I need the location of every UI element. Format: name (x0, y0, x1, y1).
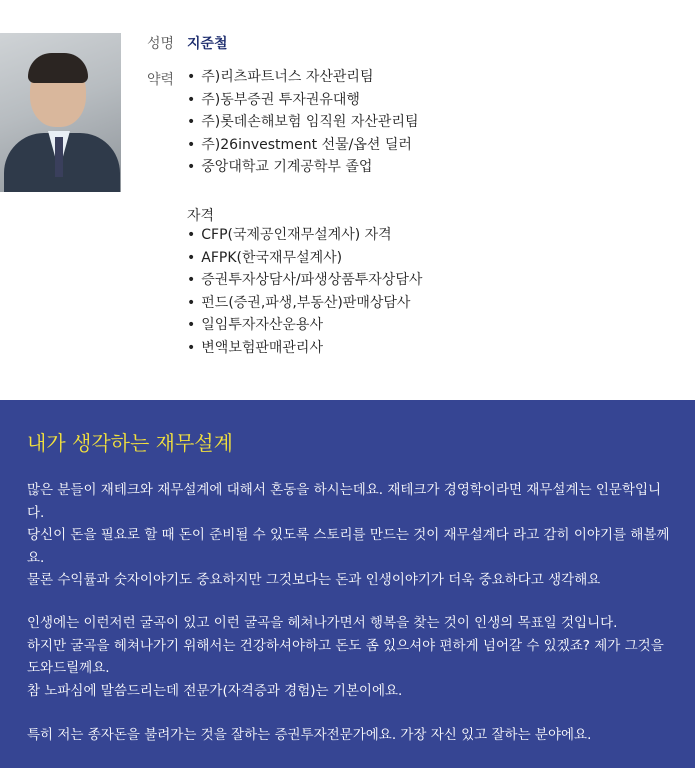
cert-title: 자격 (187, 208, 215, 224)
career-item: • 주)리츠파트너스 자산관리팀 (187, 66, 419, 89)
essay-line: 참 노파심에 말씀드리는데 전문가(자격증과 경험)는 기본이에요. (27, 682, 403, 699)
career-item: • 주)동부증권 투자권유대행 (187, 89, 419, 112)
cert-item: • 변액보험판매관리사 (187, 337, 422, 360)
essay-paragraph-2 (27, 612, 677, 702)
cert-item: • CFP(국제공인재무설계사) 자격 (187, 224, 422, 247)
cert-list (187, 224, 422, 359)
essay-line: 특히 저는 종자돈을 불려가는 것을 잘하는 증권투자전문가에요. 가장 자신 있고 잘하는 분야에요. (27, 727, 592, 743)
person-name: 지준철 (187, 36, 228, 52)
cert-item: • 증권투자상담사/파생상품투자상담사 (187, 269, 422, 292)
essay-line: 하지만 굴곡을 헤쳐나가기 위해서는 건강하셔야하고 돈도 좀 있으셔야 편하게 넘어갈 수 있겠죠? 제가 그것을 도와드릴께요. (27, 637, 664, 676)
essay-paragraph-1 (27, 479, 677, 592)
essay-line: 당신이 돈을 필요로 할 때 돈이 준비될 수 있도록 스토리를 만드는 것이 재무설계다 라고 감히 이야기를 해볼께요. (27, 527, 670, 566)
cert-item: • AFPK(한국재무설계사) (187, 247, 422, 270)
cert-item: • 펀드(증권,파생,부동산)판매상담사 (187, 292, 422, 315)
career-label: 약력 (147, 72, 175, 88)
name-label: 성명 (147, 36, 175, 52)
essay-paragraph-3 (27, 724, 677, 747)
career-list (187, 66, 419, 179)
philosophy-section (0, 400, 695, 768)
career-item: • 주)롯데손해보험 임직원 자산관리팀 (187, 111, 419, 134)
essay-line: 많은 분들이 재테크와 재무설계에 대해서 혼동을 하시는데요. 재테크가 경영학이라면 재무설계는 인문학입니다. (27, 482, 662, 521)
essay-line: 인생에는 이런저런 굴곡이 있고 이런 굴곡을 헤쳐나가면서 행복을 찾는 것이 인생의 목표일 것입니다. (27, 615, 618, 631)
cert-item: • 일임투자자산운용사 (187, 314, 422, 337)
photo-hair (28, 53, 88, 83)
career-item: • 주)26investment 선물/옵션 딜러 (187, 134, 419, 157)
photo-tie (55, 137, 63, 177)
essay-line: 물론 수익률과 숫자이야기도 중요하지만 그것보다는 돈과 인생이야기가 더욱 중요하다고 생각해요 (27, 572, 601, 588)
essay-title: 내가 생각하는 재무설계 (27, 431, 233, 455)
career-item: • 중앙대학교 기계공학부 졸업 (187, 156, 419, 179)
profile-photo (0, 33, 121, 192)
